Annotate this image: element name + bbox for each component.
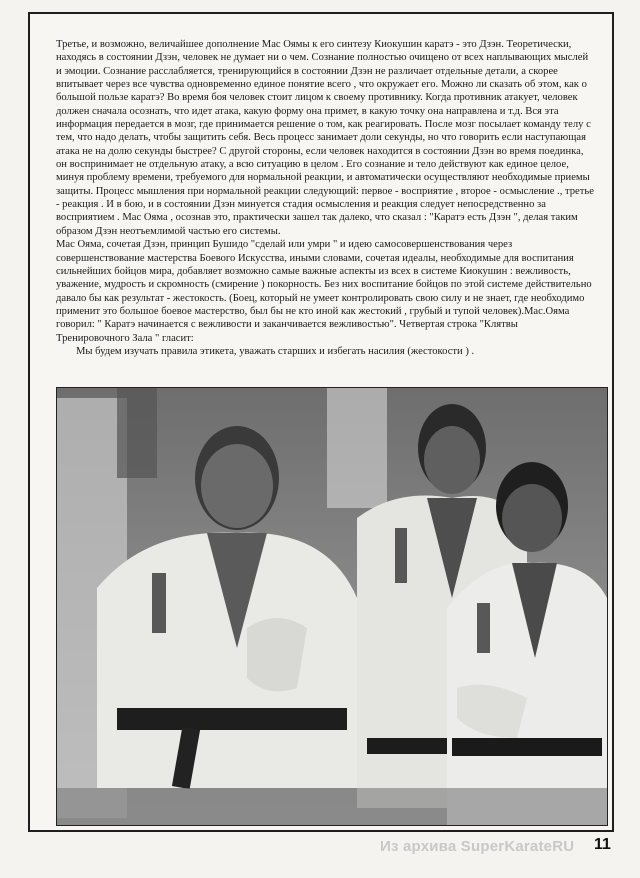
article-paragraph-1: Третье, и возможно, величайшее дополнение Мас Оямы к его синтезу Киокушин каратэ - это Дзэн. Теоретически, находясь в состоянии Дзэн, человек не думает ни о чем. Сознание полностью очищено от всех наплывающих мыслей и эмоции. Сознание расслабляется, тренирующийся в состоянии Дзэн не различает отдельные детали, а скорее впитывает через все чувства одновременно единое понятие всего , что окружает его. Можно ли сказать об этом, как о большой пользе каратэ? Во время боя человек стоит лицом к своему противнику. Когда противник атакует, человек должен сначала осознать, что идет атака, какую форму она примет, в какую точку она направлена и т.д. Вся эта информация передается в мозг, где принимается решение о том, как реагировать. После мозг посылает команду телу с тем, что надо делать, чтобы защитить себя. Весь процесс занимает доли секунды, но что говорить если наступающая атака не на долю секунды быстрее? С другой стороны, если человек находится в состоянии Дзэн во время поединка, он воспринимает не отдельную атаку, а всю ситуацию в целом . Его сознание и тело действуют как единое целое, минуя проблему времени, требуемого для нормальной реакции, и автоматически осуществляют необходимые приемы защиты. Процесс мышления при нормальной реакции следующий: первое - восприятие , второе - осмысление ., третье - реакция . И в бою, и в состоянии Дзэн минуется стадия осмысления и реакция следует непосредственно за восприятием . Мас Ояма , осознав это, практически зашел так далеко, что сказал : "Каратэ есть Дзэн ", делая таким образом Дзэн неотъемлимой частью его системы. (56, 39, 594, 237)
karate-masters-photo (56, 387, 608, 826)
article-paragraph-2: Мас Ояма, сочетая Дзэн, принцип Бушидо "сделай или умри " и идею самосовершенствования через совершенствование мастерства Боевого Искусства, иными словами, сочетая идеалы, необходимые для воспитания сильнейших бойцов мира, добавляет возможно самые важные аспекты из всех в системе Киокушин : вежливость, уважение, мудрость и скромность (смирение ) покорность. Без них воспитание бойцов по этой системе действительно давало бы как результат - жестокость. (Боец, который не умеет контролировать свою силу и не знает, где необходимо применит это большое боевое мастерство, был бы не кто иной как жестокий , грубый и тупой человек).Мас.Ояма говорил: " Каратэ начинается с вежливости и заканчивается вежливостью". Четвертая строка "Клятвы Тренировочного Зала " гласит: (56, 239, 592, 344)
dojo-oath-line: Мы будем изучать правила этикета, уважать старших и избегать насилия (жестокости ) . (76, 345, 475, 357)
photo-illustration (57, 388, 607, 825)
archive-credit: Из архива SuperKarateRU (380, 838, 575, 855)
article-text (56, 38, 594, 358)
page-number: 11 (594, 836, 611, 853)
